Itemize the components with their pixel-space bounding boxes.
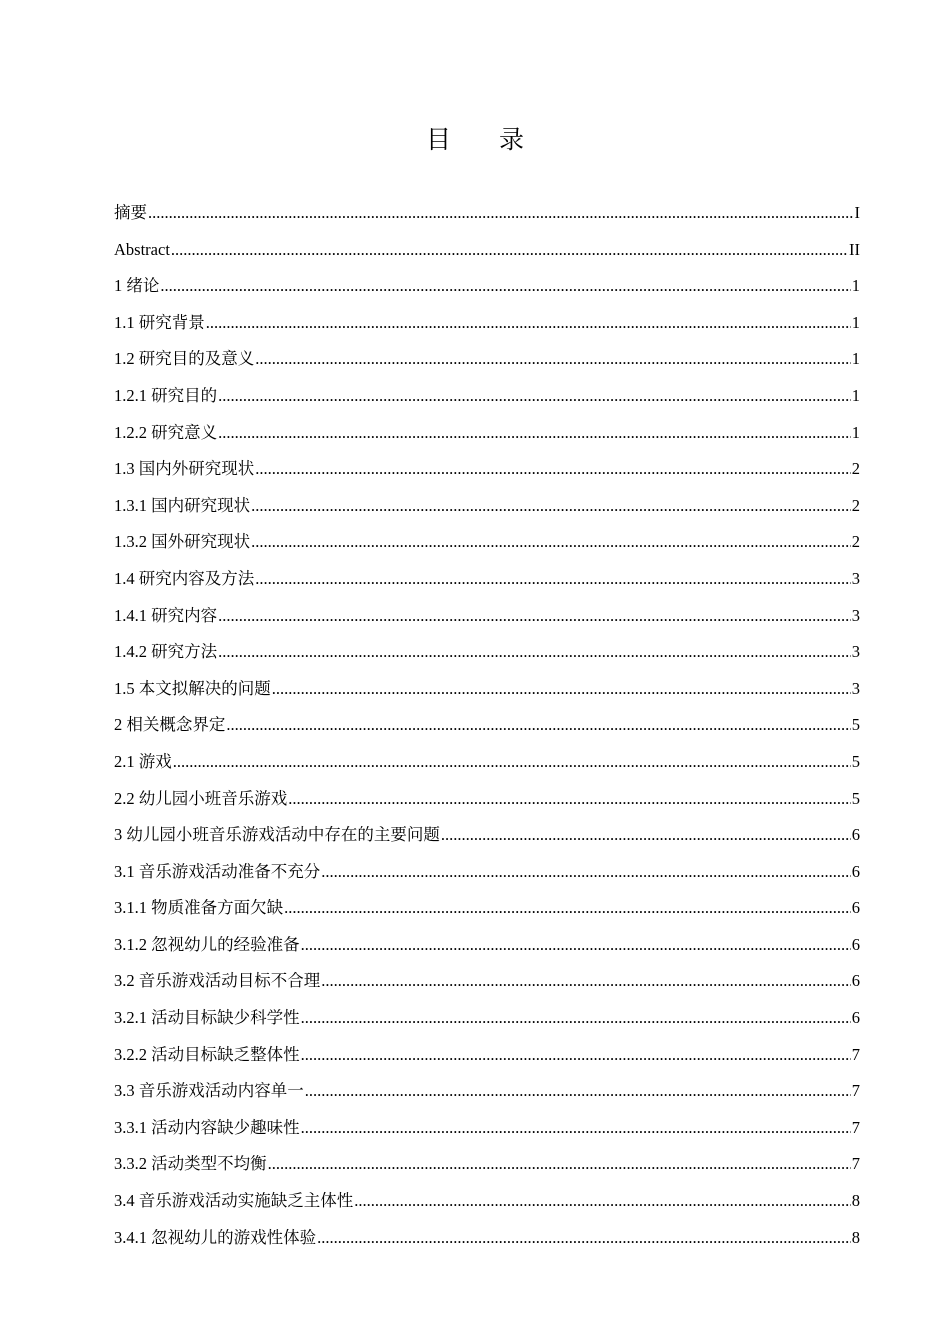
- table-of-contents: [114, 195, 860, 1256]
- toc-dot-leader: [321, 963, 851, 1000]
- toc-entry[interactable]: [114, 451, 860, 488]
- toc-entry-page-number: 7: [851, 1117, 860, 1137]
- toc-entry-label: 3 幼儿园小班音乐游戏活动中存在的主要问题: [114, 825, 440, 845]
- toc-entry-page-number: 3: [851, 642, 860, 662]
- toc-entry-label: 2.2 幼儿园小班音乐游戏: [114, 788, 288, 808]
- toc-dot-leader: [226, 707, 850, 744]
- toc-entry-page-number: 7: [851, 1154, 860, 1174]
- toc-dot-leader: [321, 854, 851, 891]
- toc-dot-leader: [301, 927, 851, 964]
- toc-entry[interactable]: [114, 744, 860, 781]
- toc-entry-page-number: 6: [851, 898, 860, 918]
- toc-entry-label: 1.3.2 国外研究现状: [114, 532, 251, 552]
- toc-entry-label: 3.1.2 忽视幼儿的经验准备: [114, 934, 300, 954]
- toc-entry[interactable]: [114, 378, 860, 415]
- toc-dot-leader: [305, 1073, 851, 1110]
- toc-entry-label: Abstract: [114, 239, 170, 259]
- toc-entry-label: 1.1 研究背景: [114, 312, 205, 332]
- toc-entry[interactable]: [114, 817, 860, 854]
- toc-entry[interactable]: [114, 1037, 860, 1074]
- toc-dot-leader: [218, 415, 851, 452]
- toc-dot-leader: [288, 781, 851, 818]
- toc-entry[interactable]: [114, 598, 860, 635]
- toc-entry-label: 1.2.1 研究目的: [114, 385, 218, 405]
- toc-entry[interactable]: [114, 268, 860, 305]
- toc-dot-leader: [255, 451, 851, 488]
- toc-entry[interactable]: [114, 890, 860, 927]
- toc-entry[interactable]: [114, 927, 860, 964]
- toc-entry-page-number: 8: [851, 1191, 860, 1211]
- toc-entry-label: 1.4 研究内容及方法: [114, 568, 255, 588]
- toc-dot-leader: [148, 195, 854, 232]
- toc-entry-label: 1.3 国内外研究现状: [114, 459, 255, 479]
- toc-dot-leader: [251, 488, 851, 525]
- toc-entry[interactable]: [114, 963, 860, 1000]
- toc-dot-leader: [268, 1146, 851, 1183]
- toc-entry[interactable]: [114, 305, 860, 342]
- toc-entry-page-number: 8: [851, 1227, 860, 1247]
- toc-entry-label: 3.4 音乐游戏活动实施缺乏主体性: [114, 1191, 354, 1211]
- toc-entry-page-number: 6: [851, 1008, 860, 1028]
- toc-entry-label: 2 相关概念界定: [114, 715, 226, 735]
- toc-entry-page-number: 7: [851, 1044, 860, 1064]
- toc-entry[interactable]: [114, 671, 860, 708]
- toc-entry-label: 3.1.1 物质准备方面欠缺: [114, 898, 284, 918]
- toc-entry[interactable]: [114, 341, 860, 378]
- toc-entry-label: 1.3.1 国内研究现状: [114, 495, 251, 515]
- toc-entry-page-number: II: [849, 239, 860, 259]
- toc-entry[interactable]: [114, 488, 860, 525]
- toc-dot-leader: [251, 524, 851, 561]
- toc-entry-label: 1.4.2 研究方法: [114, 642, 218, 662]
- toc-dot-leader: [218, 634, 851, 671]
- toc-title: 目 录: [426, 125, 544, 154]
- toc-entry-page-number: 2: [851, 495, 860, 515]
- toc-entry-page-number: 1: [851, 312, 860, 332]
- toc-entry-label: 1.2 研究目的及意义: [114, 349, 255, 369]
- toc-dot-leader: [284, 890, 851, 927]
- toc-entry[interactable]: [114, 561, 860, 598]
- toc-entry[interactable]: [114, 781, 860, 818]
- toc-dot-leader: [255, 561, 851, 598]
- toc-dot-leader: [206, 305, 851, 342]
- toc-entry-label: 3.3 音乐游戏活动内容单一: [114, 1081, 304, 1101]
- toc-entry[interactable]: [114, 232, 860, 269]
- toc-dot-leader: [441, 817, 851, 854]
- toc-entry-label: 3.2.2 活动目标缺乏整体性: [114, 1044, 300, 1064]
- toc-dot-leader: [301, 1000, 851, 1037]
- toc-entry-page-number: 3: [851, 568, 860, 588]
- toc-entry-page-number: 5: [851, 751, 860, 771]
- toc-dot-leader: [173, 744, 851, 781]
- toc-entry-label: 1.5 本文拟解决的问题: [114, 678, 271, 698]
- toc-entry-label: 摘要: [114, 203, 147, 222]
- toc-entry-label: 1.4.1 研究内容: [114, 605, 218, 625]
- toc-entry-label: 3.2 音乐游戏活动目标不合理: [114, 971, 321, 991]
- toc-entry-page-number: 1: [851, 349, 860, 369]
- toc-entry[interactable]: [114, 195, 860, 232]
- toc-entry-page-number: 5: [851, 715, 860, 735]
- toc-dot-leader: [218, 598, 851, 635]
- toc-entry[interactable]: [114, 1183, 860, 1220]
- toc-entry-label: 2.1 游戏: [114, 751, 172, 771]
- toc-entry-label: 3.2.1 活动目标缺少科学性: [114, 1008, 300, 1028]
- toc-entry-page-number: 1: [851, 422, 860, 442]
- toc-entry-label: 3.3.2 活动类型不均衡: [114, 1154, 267, 1174]
- toc-entry-page-number: 7: [851, 1081, 860, 1101]
- toc-dot-leader: [272, 671, 851, 708]
- toc-entry-page-number: 6: [851, 971, 860, 991]
- toc-dot-leader: [171, 232, 848, 269]
- toc-entry[interactable]: [114, 1220, 860, 1257]
- toc-entry-page-number: 5: [851, 788, 860, 808]
- toc-entry-label: 3.4.1 忽视幼儿的游戏性体验: [114, 1227, 317, 1247]
- toc-entry[interactable]: [114, 1000, 860, 1037]
- toc-entry-label: 1.2.2 研究意义: [114, 422, 218, 442]
- toc-entry[interactable]: [114, 1146, 860, 1183]
- toc-entry[interactable]: [114, 634, 860, 671]
- toc-entry[interactable]: [114, 524, 860, 561]
- toc-entry[interactable]: [114, 854, 860, 891]
- toc-entry-page-number: 2: [851, 532, 860, 552]
- toc-dot-leader: [354, 1183, 851, 1220]
- toc-entry[interactable]: [114, 707, 860, 744]
- toc-entry-page-number: 1: [851, 276, 860, 296]
- toc-dot-leader: [160, 268, 850, 305]
- toc-dot-leader: [301, 1110, 851, 1147]
- toc-entry-page-number: 6: [851, 825, 860, 845]
- toc-entry-page-number: 2: [851, 459, 860, 479]
- toc-entry-label: 3.1 音乐游戏活动准备不充分: [114, 861, 321, 881]
- toc-entry-page-number: 3: [851, 605, 860, 625]
- toc-entry[interactable]: [114, 1073, 860, 1110]
- toc-entry-page-number: 1: [851, 385, 860, 405]
- toc-entry[interactable]: [114, 1110, 860, 1147]
- toc-entry-label: 3.3.1 活动内容缺少趣味性: [114, 1117, 300, 1137]
- toc-entry-page-number: I: [854, 203, 860, 222]
- toc-entry-page-number: 3: [851, 678, 860, 698]
- toc-dot-leader: [317, 1220, 851, 1257]
- toc-entry-label: 1 绪论: [114, 276, 160, 296]
- toc-entry-page-number: 6: [851, 934, 860, 954]
- toc-dot-leader: [255, 341, 851, 378]
- toc-dot-leader: [218, 378, 851, 415]
- toc-entry[interactable]: [114, 415, 860, 452]
- toc-dot-leader: [301, 1037, 851, 1074]
- toc-entry-page-number: 6: [851, 861, 860, 881]
